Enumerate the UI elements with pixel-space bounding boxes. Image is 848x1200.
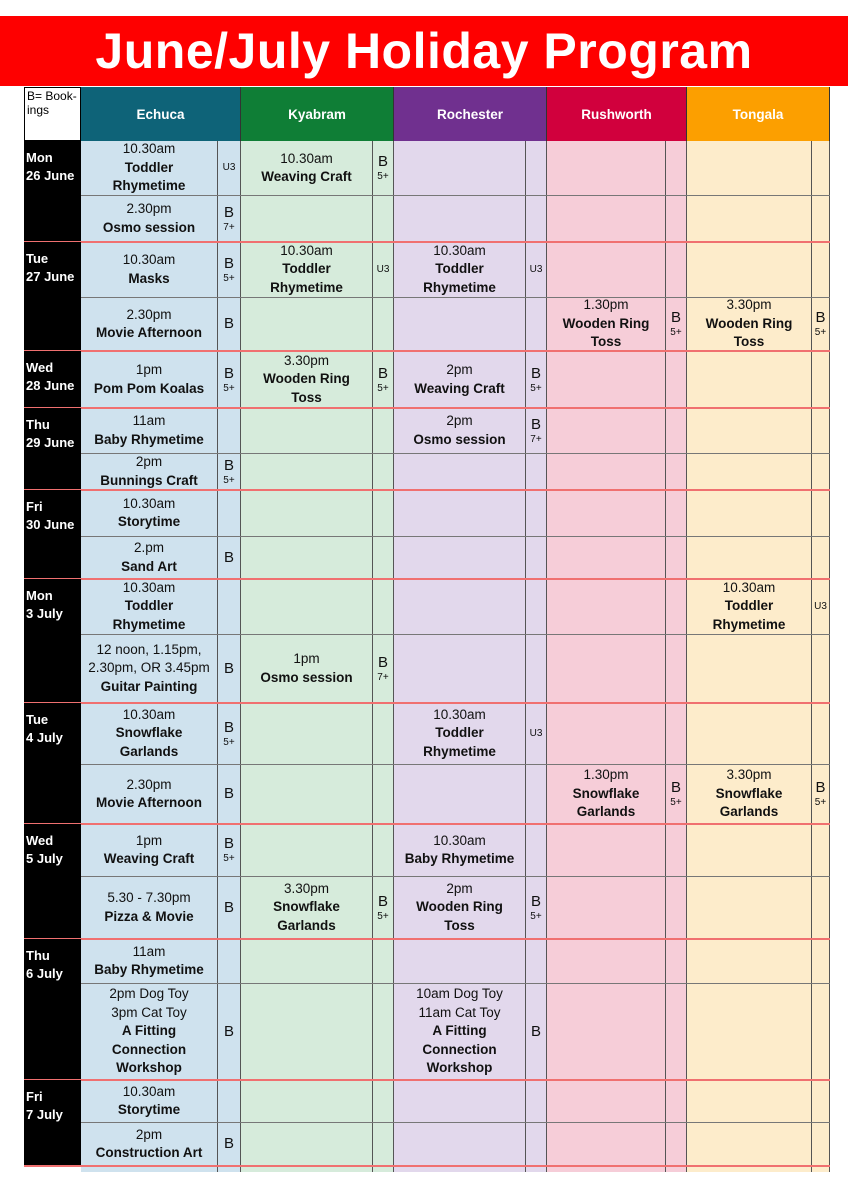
event-cell [81, 351, 217, 408]
header-rushworth: Rushworth [547, 87, 687, 141]
event-time: 10.30am [122, 579, 176, 595]
event-name: Guitar Painting [100, 678, 198, 694]
flag-divider [665, 141, 666, 1172]
event-cell [81, 141, 217, 195]
event-name: Osmo session [260, 669, 353, 685]
event-cell [81, 764, 217, 824]
event-name: Baby Rhymetime [94, 962, 204, 977]
booking-flag: B 5+ [670, 779, 682, 808]
event-name: Toss [590, 334, 622, 350]
day-label: Thu 6 July [24, 939, 81, 1080]
event-cell [394, 351, 525, 408]
booking-flag: B 7+ [377, 653, 389, 683]
booking-flag: B 5+ [223, 364, 235, 394]
event-name: Rhymetime [423, 743, 496, 759]
event-name: Osmo session [102, 219, 196, 235]
event-cell [81, 634, 217, 703]
event-name: Garlands [576, 804, 636, 820]
event-name: Sand Art [121, 558, 177, 574]
event-name: Toddler [282, 261, 331, 277]
booking-flag: B 7+ [530, 415, 542, 445]
booking-flag: B 5+ [814, 779, 827, 808]
event-time: 2pm [135, 1126, 163, 1142]
event-name: Snowflake [572, 785, 640, 801]
booking-flag: B [223, 548, 234, 566]
booking-flag: B [223, 1022, 234, 1040]
event-name: Workshop [426, 1060, 493, 1076]
event-time: 2.30pm [126, 306, 172, 322]
event-name: Rhymetime [112, 178, 186, 194]
booking-flag: U3 [222, 162, 236, 173]
event-time: 3.30pm [726, 767, 772, 783]
event-name: Movie Afternoon [96, 325, 202, 340]
event-time: 3pm Cat Toy [111, 1004, 187, 1020]
event-cell [81, 824, 217, 876]
event-cell [81, 453, 217, 490]
event-name: Baby Rhymetime [94, 431, 204, 447]
event-name: Toss [733, 334, 765, 350]
event-cell [394, 983, 525, 1080]
event-time: 10.30am [122, 706, 176, 722]
event-name: Baby Rhymetime [404, 851, 515, 866]
day-separator [24, 1165, 830, 1167]
event-name: Workshop [116, 1060, 182, 1076]
booking-flag: B [223, 1135, 234, 1152]
event-time: 2pm [446, 362, 473, 377]
event-time: 2.30pm, OR 3.45pm [88, 660, 210, 676]
event-name: Garlands [277, 917, 336, 933]
event-name: Garlands [119, 743, 179, 759]
event-name: A Fitting [432, 1023, 487, 1039]
booking-flag: B 5+ [530, 892, 542, 922]
booking-flag: B 5+ [377, 892, 389, 922]
event-name: Rhymetime [423, 279, 496, 295]
header-echuca: Echuca [81, 87, 241, 141]
event-time: 1.30pm [583, 297, 629, 313]
event-name: Garlands [719, 804, 779, 820]
event-name: Connection [422, 1041, 497, 1057]
day-label: Thu 29 June [24, 408, 81, 490]
event-time: 10.30am [433, 242, 486, 258]
bookings-legend: B= Book-ings [24, 87, 81, 141]
event-cell [81, 876, 217, 939]
event-time: 2pm [135, 454, 163, 469]
event-name: A Fitting [121, 1023, 177, 1039]
day-label: Fri 30 June [24, 490, 81, 579]
booking-flag: B [223, 659, 234, 677]
booking-flag: B 5+ [670, 309, 682, 338]
event-cell [394, 824, 525, 876]
event-time: 1pm [293, 651, 320, 666]
booking-flag: B 5+ [223, 718, 235, 748]
event-name: Storytime [117, 514, 181, 529]
event-name: Storytime [117, 1102, 181, 1117]
booking-flag: B [223, 315, 234, 332]
event-time: 10.30am [122, 252, 176, 267]
event-cell [547, 764, 665, 824]
event-name: Snowflake [273, 899, 340, 915]
booking-flag: B 5+ [530, 364, 542, 394]
event-time: 11am Cat Toy [418, 1004, 501, 1020]
event-cell [81, 536, 217, 579]
event-name: Connection [111, 1041, 187, 1057]
event-cell [687, 764, 811, 824]
event-time: 2pm [446, 880, 473, 896]
event-name: Masks [128, 270, 170, 286]
event-name: Toss [291, 389, 322, 405]
day-label: Mon 3 July [24, 579, 81, 703]
day-label: Mon 26 June [24, 141, 81, 242]
event-cell [241, 634, 372, 703]
event-name: Wooden Ring [416, 899, 503, 915]
booking-flag: B [223, 898, 234, 916]
event-time: 10.30am [122, 1083, 176, 1099]
day-label: Wed 28 June [24, 351, 81, 408]
event-time: 10.30am [122, 495, 176, 511]
event-cell [241, 351, 372, 408]
event-time: 2.pm [133, 540, 164, 555]
event-cell [547, 297, 665, 351]
event-time: 10.30am [433, 706, 486, 722]
event-cell [81, 579, 217, 634]
event-cell [81, 703, 217, 764]
event-time: 10.30am [280, 242, 333, 258]
event-time: 12 noon, 1.15pm, [96, 641, 202, 657]
event-cell [81, 983, 217, 1080]
event-cell [81, 408, 217, 453]
event-cell [241, 242, 372, 297]
event-name: Bunnings Craft [100, 472, 198, 488]
event-name: Toddler [435, 261, 484, 277]
event-cell [81, 195, 217, 242]
event-name: Snowflake [715, 785, 783, 801]
event-cell [81, 490, 217, 536]
day-label: Tue 27 June [24, 242, 81, 351]
event-name: Weaving Craft [103, 851, 195, 866]
event-cell [394, 703, 525, 764]
event-name: Movie Afternoon [96, 795, 202, 810]
event-time: 10.30am [122, 141, 176, 157]
event-name: Toss [444, 917, 475, 933]
column-divider [829, 141, 830, 1172]
booking-flag: B 5+ [377, 364, 389, 394]
event-name: Wooden Ring [705, 315, 793, 331]
day-label: Fri 7 July [24, 1080, 81, 1166]
event-name: Toddler [124, 598, 174, 614]
event-cell [241, 141, 372, 195]
event-cell [394, 408, 525, 453]
event-time: 3.30pm [283, 352, 330, 368]
day-label: Wed 5 July [24, 824, 81, 939]
event-time: 3.30pm [283, 880, 330, 896]
day-label: Tue 4 July [24, 703, 81, 824]
event-name: Toddler [724, 598, 774, 614]
event-time: 10.30am [280, 150, 333, 166]
event-name: Construction Art [95, 1145, 203, 1160]
program-table [24, 87, 830, 1172]
event-name: Toddler [124, 159, 174, 175]
booking-flag: B 5+ [223, 835, 235, 864]
title-banner [0, 16, 848, 86]
booking-flag: U3 [376, 263, 390, 275]
event-cell [394, 876, 525, 939]
event-time: 11am [132, 413, 166, 428]
event-name: Pizza & Movie [104, 908, 194, 924]
booking-flag: B 5+ [814, 309, 827, 338]
event-cell [687, 579, 811, 634]
booking-flag: U3 [814, 600, 827, 612]
booking-flag: B [223, 785, 234, 802]
booking-flag: U3 [529, 263, 543, 275]
event-name: Snowflake [115, 725, 183, 741]
event-cell [394, 242, 525, 297]
event-time: 2pm [446, 413, 473, 428]
event-time: 10.30am [433, 832, 486, 848]
event-time: 2pm Dog Toy [109, 986, 189, 1002]
event-name: Weaving Craft [261, 169, 352, 184]
event-name: Wooden Ring [562, 315, 650, 331]
event-name: Toddler [435, 725, 484, 741]
event-name: Rhymetime [712, 616, 786, 632]
booking-flag: U3 [529, 727, 543, 739]
event-time: 11am [132, 943, 166, 959]
booking-flag: B 5+ [377, 153, 389, 182]
event-time: 2.30pm [126, 776, 172, 792]
event-cell [81, 939, 217, 983]
event-cell [81, 242, 217, 297]
event-name: Rhymetime [112, 616, 186, 632]
event-cell [81, 1122, 217, 1166]
header-kyabram: Kyabram [241, 87, 394, 141]
event-cell [241, 876, 372, 939]
booking-flag: B 5+ [223, 254, 235, 284]
event-time: 3.30pm [726, 297, 772, 313]
booking-flag: B 7+ [223, 203, 235, 233]
event-time: 10am Dog Toy [416, 986, 503, 1002]
event-time: 5.30 - 7.30pm [107, 890, 191, 905]
booking-flag: B 5+ [223, 456, 235, 486]
event-name: Osmo session [413, 431, 506, 447]
page-title: June/July Holiday Program [95, 23, 753, 79]
event-time: 1pm [135, 362, 163, 377]
event-name: Rhymetime [270, 279, 343, 295]
booking-flag: B [530, 1022, 541, 1040]
event-cell [687, 297, 811, 351]
flag-divider [811, 141, 812, 1172]
event-name: Pom Pom Koalas [93, 380, 205, 396]
event-time: 10.30am [722, 579, 776, 595]
event-time: 2.30pm [126, 201, 172, 216]
event-name: Weaving Craft [414, 380, 505, 396]
event-time: 1.30pm [583, 767, 629, 783]
event-cell [81, 1080, 217, 1122]
event-cell [81, 297, 217, 351]
event-name: Wooden Ring [263, 371, 350, 387]
header-tongala: Tongala [687, 87, 830, 141]
header-rochester: Rochester [394, 87, 547, 141]
event-time: 1pm [135, 832, 163, 848]
